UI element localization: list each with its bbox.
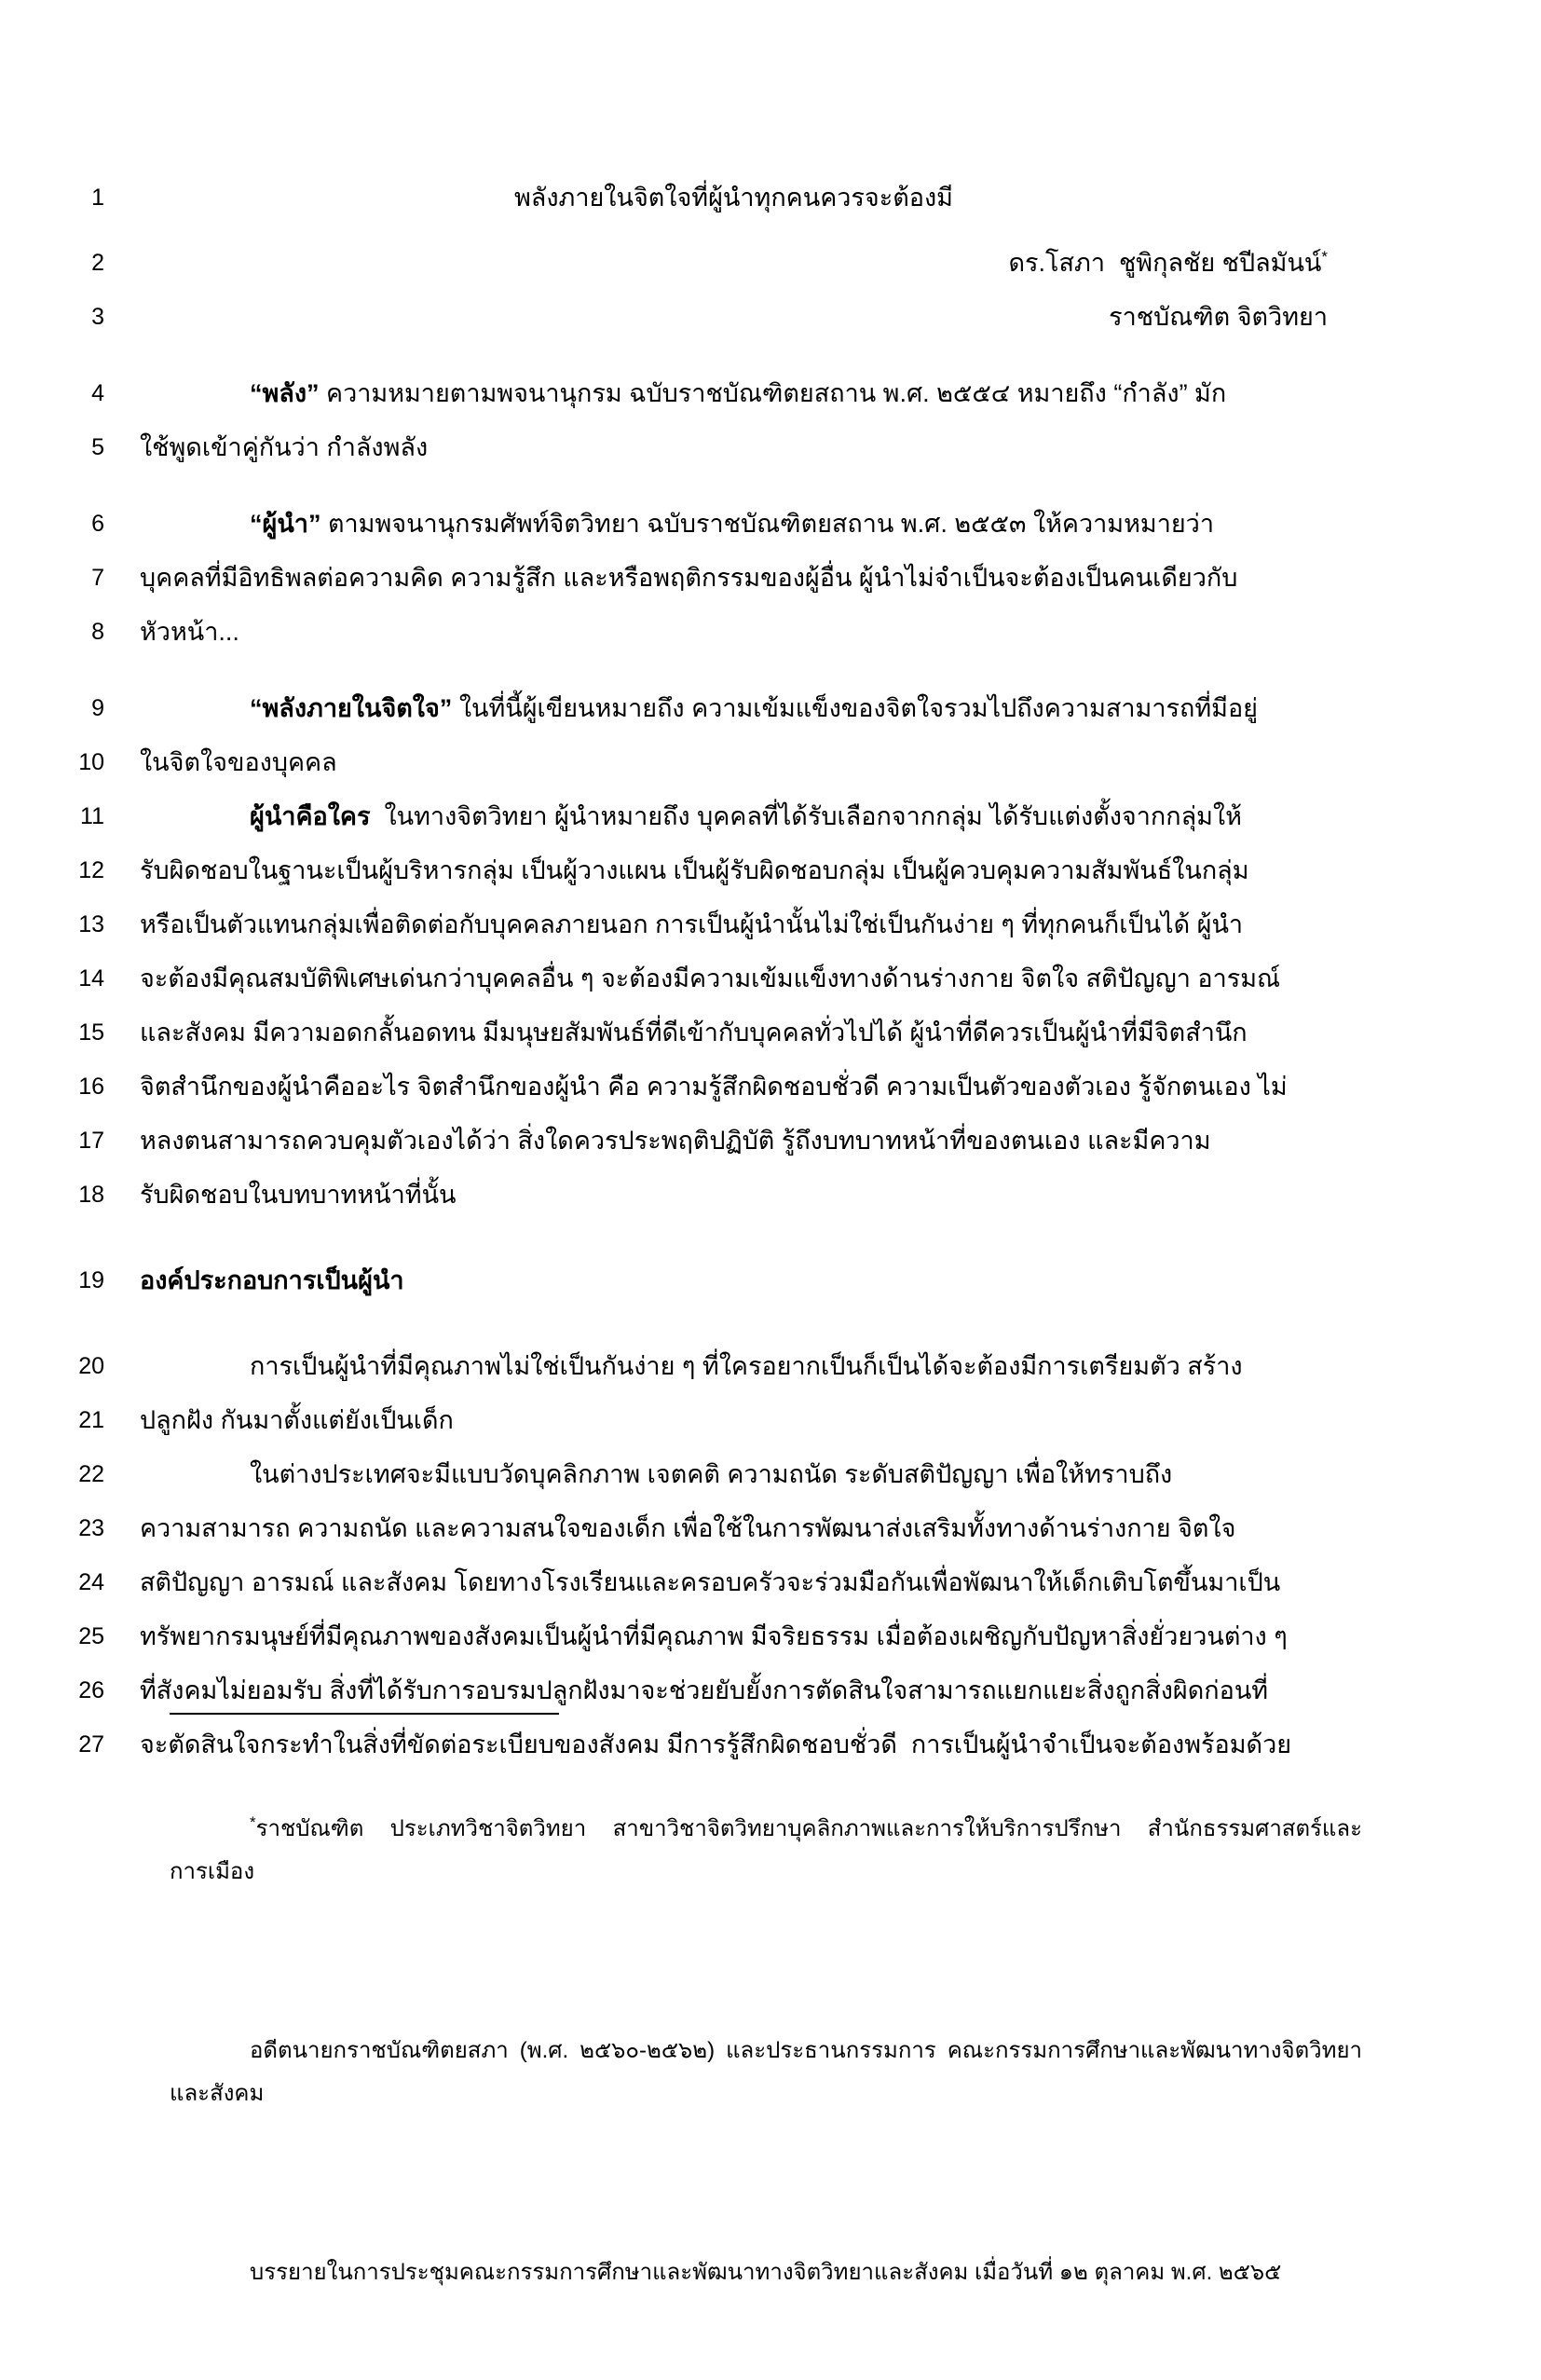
page-title: พลังภายในจิตใจที่ผู้นำทุกคนควรจะต้องมี (514, 184, 953, 212)
line-number: 2 (91, 250, 104, 276)
term-phalang: “พลัง” (250, 379, 320, 407)
document-line (0, 1258, 1541, 1303)
line-number: 14 (78, 965, 104, 992)
paragraph-line: และสังคม มีความอดกลั้นอดทน มีมนุษยสัมพันธ์ที่ดีเข้ากับบุคคลทั่วไปได้ ผู้นำที่ดีควรเป็นผู้นำที่มีจิตสำนึก (140, 1019, 1248, 1046)
line-number: 5 (91, 434, 104, 460)
document-line (0, 740, 1541, 785)
paragraph-line: บุคคลที่มีอิทธิพลต่อความคิด ความรู้สึก และหรือพฤติกรรมของผู้อื่น ผู้นำไม่จำเป็นจะต้องเป็นคนเดียวกับ (140, 564, 1238, 592)
footnote-paragraph-3 (170, 2251, 1362, 2294)
line-number: 24 (78, 1569, 104, 1595)
line-number: 21 (78, 1407, 104, 1433)
paragraph-line (140, 686, 1328, 731)
line-number: 9 (91, 695, 104, 721)
document-line (0, 686, 1541, 731)
document-line (0, 848, 1541, 893)
affiliation-line: ราชบัณฑิต จิตวิทยา (1109, 303, 1328, 331)
paragraph-line: หัวหน้า... (140, 618, 239, 646)
document-line (0, 1614, 1541, 1659)
document-line (0, 1010, 1541, 1055)
paragraph-line: ใช้พูดเข้าคู่กันว่า กำลังพลัง (140, 433, 429, 461)
document-line (0, 902, 1541, 947)
footnote-paragraph-1 (170, 1808, 1362, 1894)
line-text: ในที่นี้ผู้เขียนหมายถึง ความเข้มแข็งของจิตใจรวมไปถึงความสามารถที่มีอยู่ (452, 694, 1258, 722)
document-line (0, 1398, 1541, 1443)
line-number: 22 (78, 1461, 104, 1487)
paragraph-line: รับผิดชอบในฐานะเป็นผู้บริหารกลุ่ม เป็นผู้วางแผน เป็นผู้รับผิดชอบกลุ่ม เป็นผู้ควบคุมความสัมพันธ์ในกลุ่ม (140, 856, 1249, 884)
document-line (0, 371, 1541, 416)
paragraph-line: จะต้องมีคุณสมบัติพิเศษเด่นกว่าบุคคลอื่น ๆ จะต้องมีความเข้มแข็งทางด้านร่างกาย จิตใจ สติปัญญา อารมณ์ (140, 964, 1281, 992)
document-line (0, 1172, 1541, 1217)
paragraph-line: ปลูกฝัง กันมาตั้งแต่ยังเป็นเด็ก (140, 1406, 454, 1434)
line-number: 10 (78, 749, 104, 775)
document-line (0, 555, 1541, 600)
line-number: 4 (91, 380, 104, 406)
author-name: ดร.โสภา ชูพิกุลชัย ชปีลมันน์ (1008, 249, 1322, 277)
footnote-text: บรรยายในการประชุมคณะกรรมการศึกษาและพัฒนาทางจิตวิทยาและสังคม เมื่อวันที่ ๑๒ ตุลาคม พ.ศ. ๒๕๖๕ (250, 2260, 1282, 2285)
paragraph-line (140, 371, 1328, 416)
footnote-area (0, 1713, 1541, 2380)
line-number: 20 (78, 1353, 104, 1379)
line-number: 23 (78, 1515, 104, 1541)
paragraph-line (140, 501, 1328, 546)
paragraph-line: หลงตนสามารถควบคุมตัวเองได้ว่า สิ่งใดควรประพฤติปฏิบัติ รู้ถึงบทบาทหน้าที่ของตนเอง และมีความ (140, 1127, 1211, 1155)
line-number: 3 (91, 304, 104, 330)
term-phunam-khue-khrai: ผู้นำคือใคร (250, 802, 371, 830)
footnote-block (170, 1715, 1362, 2380)
paragraph-line: หรือเป็นตัวแทนกลุ่มเพื่อติดต่อกับบุคคลภายนอก การเป็นผู้นำนั้นไม่ใช่เป็นกันง่าย ๆ ที่ทุกคนก็เป็นได้ ผู้นำ (140, 910, 1244, 938)
line-number: 13 (78, 911, 104, 937)
line-number: 18 (78, 1182, 104, 1208)
line-number: 26 (78, 1677, 104, 1703)
line-text: ความหมายตามพจนานุกรม ฉบับราชบัณฑิตยสถาน พ.ศ. ๒๕๕๔ หมายถึง “กำลัง” มัก (319, 379, 1227, 407)
document-line (0, 609, 1541, 654)
document-line (0, 294, 1541, 339)
line-text: ในต่างประเทศจะมีแบบวัดบุคลิกภาพ เจตคติ ความถนัด ระดับสติปัญญา เพื่อให้ทราบถึง (250, 1460, 1173, 1488)
line-number: 8 (91, 619, 104, 645)
document-line (0, 956, 1541, 1001)
document-line (0, 1344, 1541, 1388)
line-number: 1 (91, 185, 104, 211)
paragraph-line: จิตสำนึกของผู้นำคืออะไร จิตสำนึกของผู้นำ คือ ความรู้สึกผิดชอบชั่วดี ความเป็นตัวของตัวเอง รู้จักตนเอง ไม่ (140, 1073, 1288, 1101)
document-line (0, 1118, 1541, 1163)
document-line (0, 794, 1541, 839)
footnote-marker-icon: * (1321, 248, 1328, 266)
paragraph-line (140, 794, 1328, 839)
document-line (0, 1064, 1541, 1109)
footnote-text: อดีตนายกราชบัณฑิตยสภา (พ.ศ. ๒๕๖๐-๒๕๖๒) และประธานกรรมการ คณะกรรมการศึกษาและพัฒนาทางจิตวิทยาและสังคม (170, 2038, 1362, 2106)
paragraph-line: สติปัญญา อารมณ์ และสังคม โดยทางโรงเรียนและครอบครัวจะร่วมมือกันเพื่อพัฒนาให้เด็กเติบโตขึ้นมาเป็น (140, 1568, 1281, 1596)
document-line (0, 240, 1541, 285)
document-line (0, 1668, 1541, 1713)
line-number: 6 (91, 511, 104, 537)
paragraph-line: ในจิตใจของบุคคล (140, 748, 337, 776)
line-text: ในทางจิตวิทยา ผู้นำหมายถึง บุคคลที่ได้รับเลือกจากกลุ่ม ได้รับแต่งตั้งจากกลุ่มให้ (370, 802, 1242, 830)
footnote-marker-icon: * (250, 1813, 256, 1831)
document-line (0, 175, 1541, 220)
footnote-paragraph-2 (170, 2030, 1362, 2115)
line-number: 25 (78, 1623, 104, 1649)
document-line (0, 1452, 1541, 1497)
document-line (0, 1560, 1541, 1605)
line-number: 16 (78, 1074, 104, 1100)
paragraph-line: ความสามารถ ความถนัด และความสนใจของเด็ก เพื่อใช้ในการพัฒนาส่งเสริมทั้งทางด้านร่างกาย จิตใจ (140, 1514, 1236, 1542)
paragraph-line: จะตัดสินใจกระทำในสิ่งที่ขัดต่อระเบียบของสังคม มีการรู้สึกผิดชอบชั่วดี การเป็นผู้นำจำเป็นจะต้องพร้อมด้วย (140, 1730, 1292, 1758)
document-line (0, 501, 1541, 546)
author-line (140, 240, 1328, 285)
footnote-text: ราชบัณฑิต ประเภทวิชาจิตวิทยา สาขาวิชาจิตวิทยาบุคลิกภาพและการให้บริการปรึกษา สำนักธรรมศาสตร์และการเมือง (170, 1816, 1362, 1884)
line-number: 19 (78, 1267, 104, 1293)
paragraph-line: รับผิดชอบในบทบาทหน้าที่นั้น (140, 1181, 457, 1209)
paragraph-line: ทรัพยากรมนุษย์ที่มีคุณภาพของสังคมเป็นผู้นำที่มีคุณภาพ มีจริยธรรม เมื่อต้องเผชิญกับปัญหาสิ่งยั่วยวนต่าง ๆ (140, 1622, 1288, 1650)
term-phalang-phainai-chitchai: “พลังภายในจิตใจ” (250, 694, 453, 722)
paragraph-line (140, 1344, 1328, 1388)
line-text: ตามพจนานุกรมศัพท์จิตวิทยา ฉบับราชบัณฑิตยสถาน พ.ศ. ๒๕๕๓ ให้ความหมายว่า (320, 510, 1215, 538)
paragraph-line (140, 1452, 1328, 1497)
document-line (0, 425, 1541, 470)
line-number: 11 (80, 803, 104, 829)
line-number: 27 (78, 1731, 104, 1758)
document-line (0, 1506, 1541, 1551)
line-number: 17 (78, 1128, 104, 1154)
paragraph-line: ที่สังคมไม่ยอมรับ สิ่งที่ได้รับการอบรมปลูกฝังมาจะช่วยยับยั้งการตัดสินใจสามารถแยกแยะสิ่งถูกสิ่งผิดก่อนที่ (140, 1676, 1269, 1704)
line-text: การเป็นผู้นำที่มีคุณภาพไม่ใช่เป็นกันง่าย ๆ ที่ใครอยากเป็นก็เป็นได้จะต้องมีการเตรียมตัว สร้าง (250, 1352, 1243, 1380)
line-number: 15 (78, 1019, 104, 1046)
term-phunam: “ผู้นำ” (250, 510, 321, 538)
line-number: 7 (91, 565, 104, 591)
line-number: 12 (78, 857, 104, 883)
section-heading: องค์ประกอบการเป็นผู้นำ (140, 1266, 404, 1294)
